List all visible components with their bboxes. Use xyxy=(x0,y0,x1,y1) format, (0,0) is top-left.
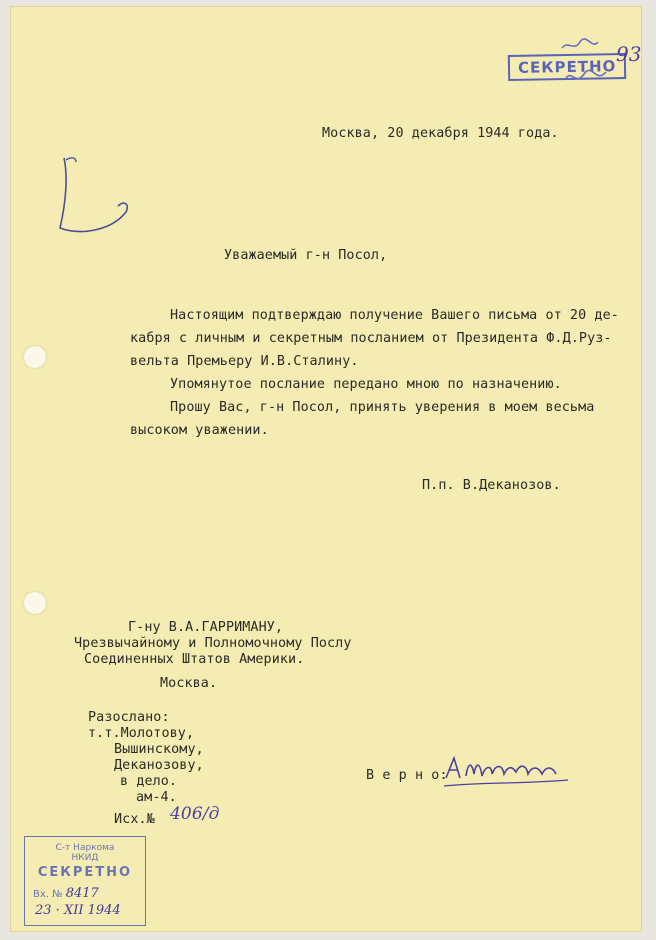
body-line: Прошу Вас, г-н Посол, принять уверения в моем весьма xyxy=(170,400,595,415)
stamp-line-ministry: НКИД xyxy=(71,853,99,863)
distribution-recipient: в дело. xyxy=(120,774,178,789)
registration-stamp xyxy=(24,836,146,926)
body-line: вельта Премьеру И.В.Сталину. xyxy=(130,354,359,369)
distribution-code: ам-4. xyxy=(136,790,177,805)
body-line: Упомянутое послание передано мною по назначению. xyxy=(170,377,562,392)
outgoing-label: Исх.№ xyxy=(114,812,155,827)
handwritten-scribble-top-right xyxy=(558,34,614,90)
addressee-line: Г-ну В.А.ГАРРИМАНУ, xyxy=(128,620,284,635)
distribution-label: Разослано: xyxy=(88,710,170,725)
distribution-recipient: т.т.Молотову, xyxy=(88,726,195,741)
body-line: Настоящим подтверждаю получение Вашего письма от 20 де- xyxy=(170,308,619,323)
signature-line: П.п. В.Деканозов. xyxy=(422,478,561,493)
punch-hole-bottom xyxy=(24,592,46,614)
salutation: Уважаемый г-н Посол, xyxy=(224,248,388,263)
stamp-line-secret: СЕКРЕТНО xyxy=(37,865,133,880)
distribution-recipient: Вышинскому, xyxy=(114,742,204,757)
certification-label: В е р н о: xyxy=(366,768,448,783)
body-line: кабря с личным и секретным посланием от Президента Ф.Д.Руз- xyxy=(130,331,612,346)
handwritten-signature xyxy=(442,752,572,792)
stamp-line-office: С-т Наркома xyxy=(55,843,115,853)
date-line: Москва, 20 декабря 1944 года. xyxy=(322,126,559,141)
addressee-line: Чрезвычайному и Полномочному Послу xyxy=(74,636,352,651)
stamp-incoming-number: 8417 xyxy=(65,886,99,901)
addressee-city: Москва. xyxy=(160,676,218,691)
page-number: 93 xyxy=(616,42,642,66)
distribution-recipient: Деканозову, xyxy=(114,758,204,773)
handwritten-mark-left xyxy=(46,146,136,242)
body-line: высоком уважении. xyxy=(130,423,269,438)
punch-hole-top xyxy=(24,346,46,368)
stamp-date: 23 · XII 1944 xyxy=(35,903,121,918)
stamp-incoming-label: Вх. № xyxy=(33,889,63,900)
addressee-line: Соединенных Штатов Америки. xyxy=(84,652,305,667)
outgoing-number: 406/д xyxy=(170,804,220,824)
secret-stamp: СЕКРЕТНО xyxy=(508,53,627,81)
document-page xyxy=(10,6,642,932)
stamp-incoming-row xyxy=(25,886,145,901)
